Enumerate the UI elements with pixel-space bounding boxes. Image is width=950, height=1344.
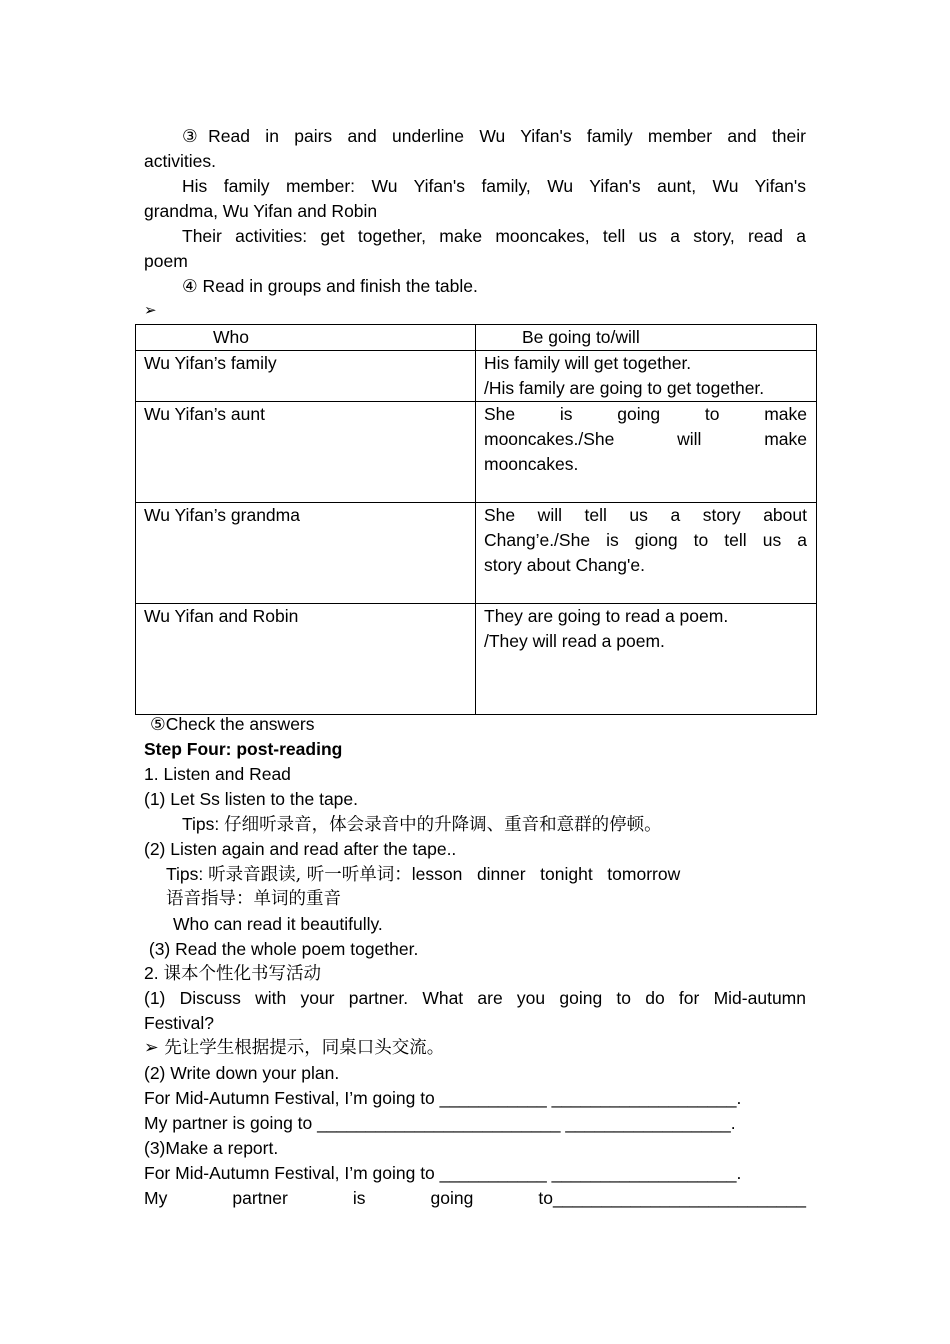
item-3: (3) Read the whole poem together. xyxy=(144,939,419,959)
step3-instruction-line1: ③Read in pairs and underline Wu Yifan's family member and their xyxy=(182,126,806,146)
step-four-heading: Step Four: post-reading xyxy=(144,739,343,759)
sentence-line: mooncakes./She will make xyxy=(484,429,807,449)
tips-1-label: Tips: xyxy=(182,814,225,834)
sentence-line: story about Chang'e. xyxy=(484,555,645,575)
who-text: Wu Yifan and Robin xyxy=(144,606,299,626)
discussion-hint: ➢ 先让学生根据提示，同桌口头交流。 xyxy=(144,1038,445,1058)
cell-sentence xyxy=(476,402,817,503)
sentence-line: She will tell us a story about xyxy=(484,505,807,525)
sentence-line: mooncakes. xyxy=(484,454,579,474)
activities-table xyxy=(135,324,817,715)
activities-line2: poem xyxy=(144,251,188,271)
table-row xyxy=(136,402,817,503)
table-row xyxy=(136,604,817,715)
make-report: (3)Make a report. xyxy=(144,1138,279,1158)
check-answers: ⑤Check the answers xyxy=(150,714,315,734)
family-members-line1: His family member: Wu Yifan's family, Wu Yifan's aunt, Wu Yifan's xyxy=(182,176,806,196)
who-text: Wu Yifan’s aunt xyxy=(144,404,265,424)
plan-sentence-me: For Mid-Autumn Festival, I’m going to ___________ ___________________. xyxy=(144,1088,742,1108)
item-2: (2) Listen again and read after the tape.. xyxy=(144,839,457,859)
table-row xyxy=(136,351,817,402)
step3-instruction-line2: activities. xyxy=(144,151,216,171)
cell-who xyxy=(136,351,476,402)
family-members-line2: grandma, Wu Yifan and Robin xyxy=(144,201,378,221)
tips-1 xyxy=(182,812,844,838)
bullet-arrow-icon: ➢ xyxy=(144,302,157,319)
cell-who xyxy=(136,402,476,503)
header-who: Who xyxy=(136,325,476,351)
discuss-line1: (1) Discuss with your partner. What are you going to do for Mid-autumn xyxy=(144,988,806,1008)
activities-line1: Their activities: get together, make mooncakes, tell us a story, read a xyxy=(182,226,806,246)
table-header-row xyxy=(136,325,817,351)
cell-who xyxy=(136,604,476,715)
phonics-guide: 语音指导：单词的重音 xyxy=(166,889,341,909)
who-can-read: Who can read it beautifully. xyxy=(173,914,383,934)
sentence-line: /They will read a poem. xyxy=(484,631,665,651)
report-sentence-partner: My partner is going to__________________________ xyxy=(144,1188,806,1208)
cell-sentence xyxy=(476,604,817,715)
tips-1-text: 仔细听录音，体会录音中的升降调、重音和意群的停顿。 xyxy=(224,815,662,835)
who-text: Wu Yifan’s family xyxy=(144,353,277,373)
sentence-line: She is going to make xyxy=(484,404,807,424)
writing-activity-title-text: 2. 课本个性化书写活动 xyxy=(144,963,321,983)
tips-2-cn: 听录音跟读, 听一听单词： xyxy=(208,865,412,885)
sentence-line: /His family are going to get together. xyxy=(484,378,765,398)
write-plan: (2) Write down your plan. xyxy=(144,1063,340,1083)
cell-who xyxy=(136,503,476,604)
who-text: Wu Yifan’s grandma xyxy=(144,505,300,525)
sentence-line: His family will get together. xyxy=(484,353,692,373)
listen-and-read: 1. Listen and Read xyxy=(144,764,291,784)
item-1: (1) Let Ss listen to the tape. xyxy=(144,789,359,809)
header-be-going-to: Be going to/will xyxy=(476,325,817,351)
plan-sentence-partner: My partner is going to _________________________ _________________. xyxy=(144,1113,736,1133)
step4-instruction: ④ Read in groups and finish the table. xyxy=(182,276,478,296)
tips-2-label: Tips: xyxy=(166,864,209,884)
table-row xyxy=(136,503,817,604)
discuss-line2: Festival? xyxy=(144,1013,215,1033)
sentence-line: Chang’e./She is giong to tell us a xyxy=(484,530,807,550)
report-sentence-me: For Mid-Autumn Festival, I’m going to ___________ ___________________. xyxy=(144,1163,742,1183)
tips-2 xyxy=(166,862,828,888)
cell-sentence xyxy=(476,503,817,604)
writing-activity-title xyxy=(144,961,806,986)
tips-2-words: lesson dinner tonight tomorrow xyxy=(411,864,681,884)
sentence-line: They are going to read a poem. xyxy=(484,606,729,626)
cell-sentence xyxy=(476,351,817,402)
